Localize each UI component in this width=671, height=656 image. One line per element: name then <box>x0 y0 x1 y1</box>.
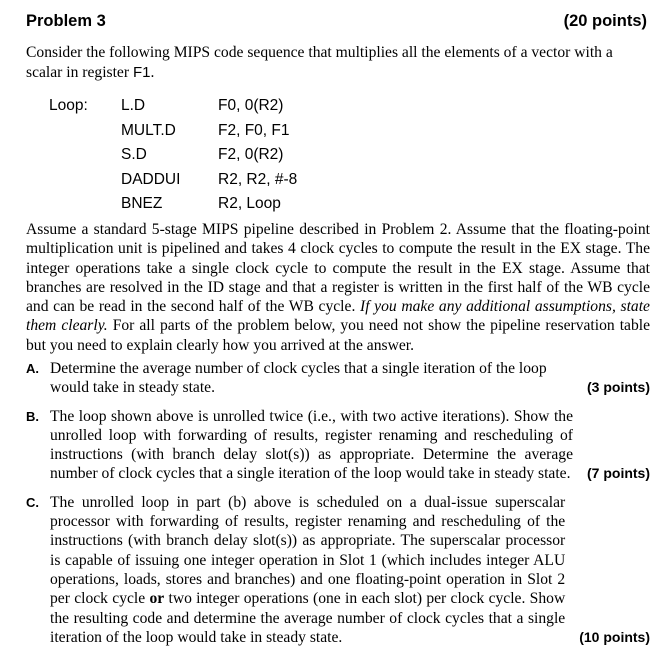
part-text: The unrolled loop in part (b) above is scheduled on a dual-issue superscalar processor with forwarding of results, register renaming and rescheduling of the instructions (with branch delay slot(s)) as appropriate. The superscalar processor is capable of issuing one integer operation in Slot 1 (which includes integer ALU operations, loads, stores and branches) and one floating-point operation in Slot 2 per clock cycle <box>50 493 566 608</box>
code-operands: R2, R2, #-8 <box>218 170 298 188</box>
part-text: Determine the average number of clock cycles that a single iteration of the loop would take in steady state. <box>50 360 547 397</box>
intro-period: . <box>150 64 155 81</box>
assumptions-text-after: For all parts of the problem below, you need not show the pipeline reservation table but you need to explain clearly how you arrived at the answer. <box>26 317 651 354</box>
part-letter: C. <box>26 494 39 510</box>
intro-paragraph <box>26 43 646 83</box>
code-operands: F2, 0(R2) <box>218 146 284 163</box>
code-operands: R2, Loop <box>218 195 281 212</box>
code-line <box>0 119 671 144</box>
code-operands: F2, F0, F1 <box>218 121 290 139</box>
part-body <box>50 359 650 398</box>
part-body <box>50 407 650 484</box>
code-label: Loop: <box>49 97 88 114</box>
problem-header <box>26 12 647 36</box>
assumptions-text: Assume a standard 5-stage MIPS pipeline described in Problem 2. Assume that the floating-point multiplication unit is pipelined and takes 4 clock cycles to compute the result in the EX stage. The integer operations take a single clock cycle to compute the result in the EX stage. Assume that branches are resolved in the ID stage and that a register is written in the first half of the WB cycle and can be read in the second half of the WB cycle. <box>26 221 650 316</box>
code-opcode: MULT.D <box>121 121 176 139</box>
part-letter: B. <box>26 408 39 424</box>
code-line <box>0 94 671 119</box>
part-text-wrapper <box>50 493 579 647</box>
part-points: (7 points) <box>587 465 650 482</box>
code-opcode: L.D <box>121 97 146 114</box>
assumptions-italic: If you make any additional assumptions, state them clearly. <box>26 298 650 335</box>
part-c <box>26 493 650 647</box>
problem-title: Problem 3 <box>26 12 106 30</box>
parts-list <box>26 359 650 656</box>
code-operands: F0, 0(R2) <box>218 97 284 114</box>
scalar-register: F1 <box>132 64 151 81</box>
part-b <box>26 407 650 484</box>
code-opcode: DADDUI <box>121 170 181 188</box>
problem-points: (20 points) <box>563 12 647 30</box>
code-line <box>0 192 671 217</box>
part-text-after: two integer operations (one in each slot) per clock cycle. Show the resulting code and determine the average number of clock cycles that a single iteration of the loop would take in steady state. <box>50 590 566 646</box>
assumptions-paragraph <box>26 220 650 355</box>
code-line <box>0 168 671 193</box>
part-points: (10 points) <box>579 628 650 645</box>
code-opcode: S.D <box>121 146 147 163</box>
code-block <box>0 94 671 217</box>
part-letter: A. <box>26 361 39 376</box>
part-text-bold: or <box>149 590 165 608</box>
part-a <box>26 359 650 398</box>
code-line <box>0 143 671 168</box>
code-opcode: BNEZ <box>121 195 163 212</box>
part-points: (3 points) <box>587 379 650 396</box>
intro-text: Consider the following MIPS code sequence that multiplies all the elements of a vector with a scalar in register <box>26 44 613 81</box>
part-text: The loop shown above is unrolled twice (i.e., with two active iterations). Show the unrolled loop with forwarding of results, register renaming and rescheduling of instructions (with branch delay slot(s)) as appropriate. Determine the average number of clock cycles that a single iteration of the loop would take in steady state. <box>50 407 573 483</box>
part-body <box>50 493 650 647</box>
